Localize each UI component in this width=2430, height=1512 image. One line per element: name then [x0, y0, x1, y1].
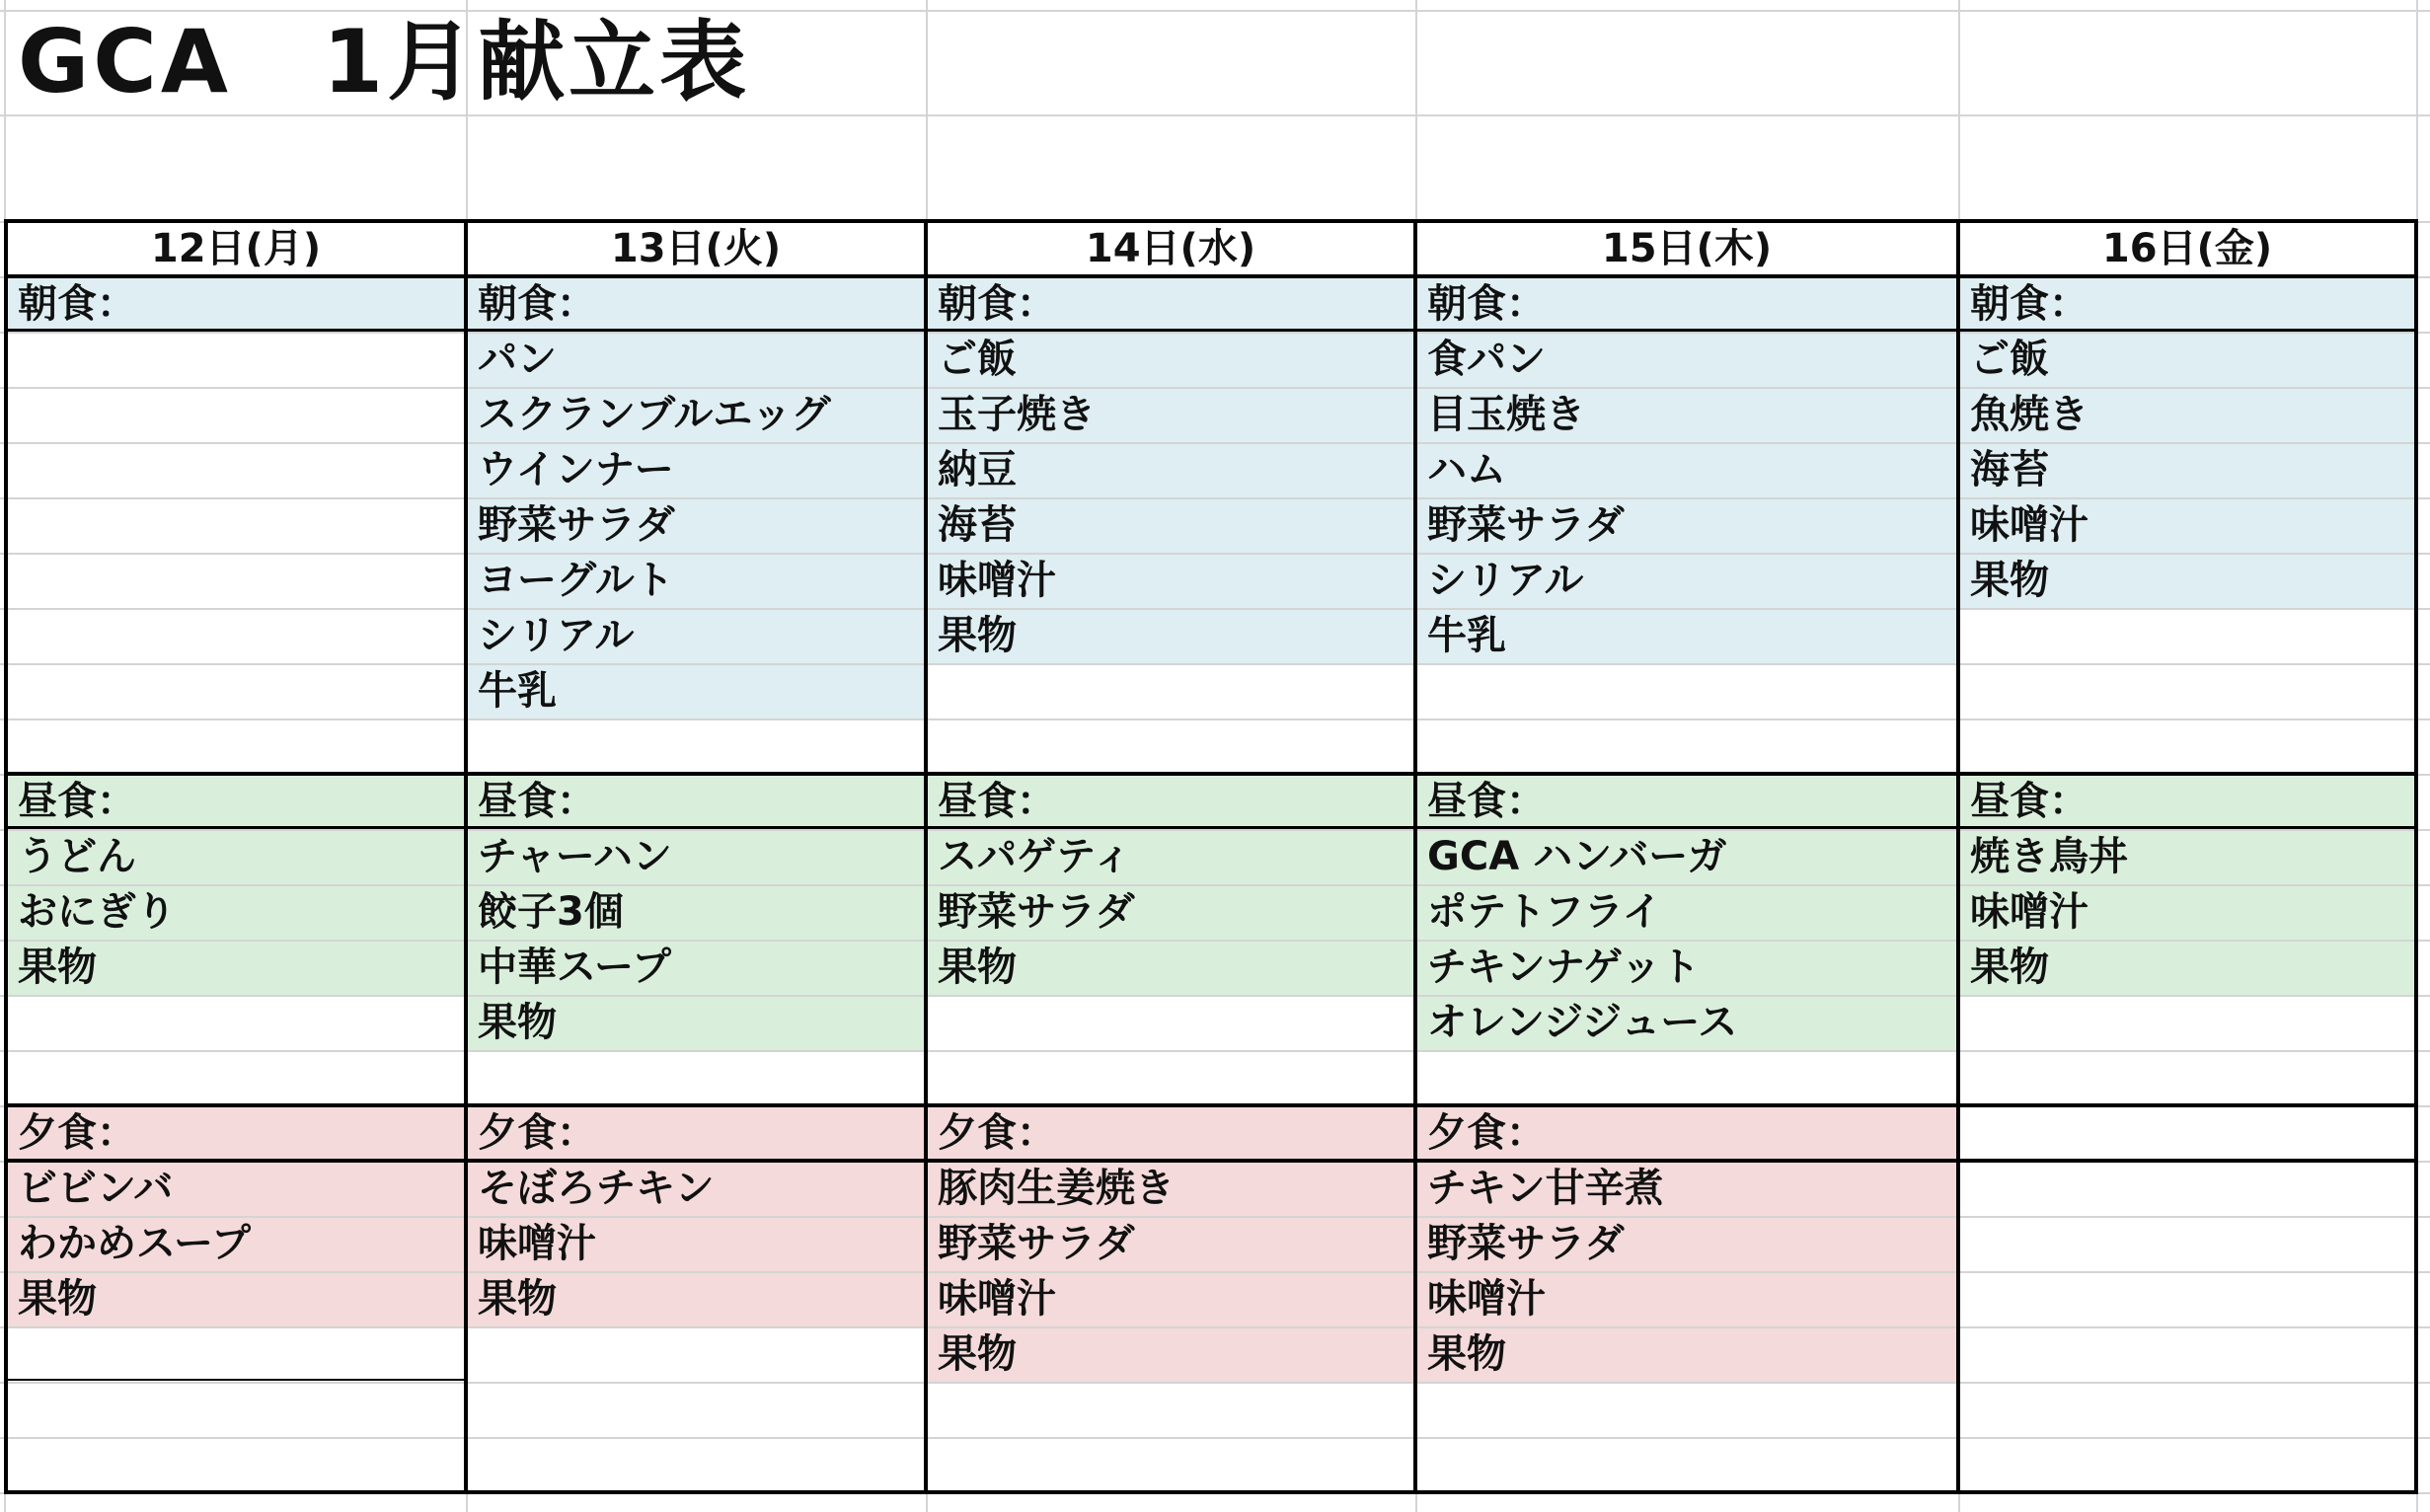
menu-item[interactable]: 餃子3個 — [478, 889, 624, 935]
menu-item[interactable]: スパゲティ — [938, 834, 1132, 879]
menu-item[interactable]: パン — [478, 337, 557, 382]
lunch-label[interactable]: 昼食： — [1427, 779, 1546, 824]
menu-item[interactable]: ご飯 — [938, 337, 1017, 382]
table-border-horizontal — [4, 1159, 2418, 1163]
menu-item[interactable]: チャーハン — [478, 834, 672, 879]
menu-item[interactable]: ヨーグルト — [478, 558, 674, 603]
menu-item[interactable]: 魚焼き — [1970, 392, 2088, 437]
dinner-label[interactable]: 夕食： — [18, 1110, 136, 1156]
breakfast-label[interactable]: 朝食： — [478, 281, 596, 327]
menu-item[interactable]: 野菜サラダ — [1427, 1221, 1625, 1266]
menu-item[interactable]: 味噌汁 — [1427, 1276, 1546, 1322]
lunch-label[interactable]: 昼食： — [1970, 779, 2088, 824]
menu-item[interactable]: ハム — [1427, 447, 1506, 492]
table-border-vertical — [1956, 221, 1960, 1492]
menu-item[interactable]: 野菜サラダ — [938, 889, 1135, 935]
menu-item[interactable]: 果物 — [18, 945, 97, 990]
table-border-vertical — [4, 221, 8, 1492]
menu-item[interactable]: 目玉焼き — [1427, 392, 1585, 437]
menu-item[interactable]: 焼き鳥丼 — [1970, 834, 2128, 879]
day-header[interactable]: 12日(月) — [150, 226, 322, 271]
menu-item[interactable]: 海苔 — [1970, 447, 2049, 492]
grid-row-line — [0, 1437, 2430, 1439]
table-border-vertical — [924, 221, 928, 1492]
dinner-label[interactable]: 夕食： — [478, 1110, 596, 1156]
table-border-vertical — [1413, 221, 1417, 1492]
menu-item[interactable]: GCA ハンバーガ — [1427, 834, 1727, 879]
grid-row-line — [0, 1382, 2430, 1384]
menu-item[interactable]: 豚肉生姜焼き — [938, 1166, 1175, 1211]
menu-item[interactable]: チキンナゲット — [1427, 945, 1701, 990]
dinner-label[interactable]: 夕食： — [938, 1110, 1056, 1156]
lunch-label[interactable]: 昼食： — [18, 779, 136, 824]
menu-item[interactable]: 牛乳 — [478, 668, 557, 714]
menu-item[interactable]: 果物 — [1970, 558, 2049, 603]
table-border-horizontal — [4, 1379, 466, 1381]
menu-item[interactable]: ウインナー — [478, 447, 674, 492]
table-border-horizontal — [4, 826, 2418, 829]
breakfast-label[interactable]: 朝食： — [938, 281, 1056, 327]
menu-item[interactable]: 納豆 — [938, 447, 1017, 492]
menu-item[interactable]: 牛乳 — [1427, 613, 1506, 658]
grid-row-line — [0, 1050, 2430, 1052]
menu-item[interactable]: 果物 — [938, 945, 1017, 990]
menu-item[interactable]: 味噌汁 — [938, 1276, 1056, 1322]
table-border-horizontal — [4, 1490, 2418, 1494]
breakfast-label[interactable]: 朝食： — [1970, 281, 2088, 327]
menu-item[interactable]: 果物 — [478, 1000, 557, 1045]
grid-row-line — [0, 718, 2430, 720]
table-border-horizontal — [4, 772, 2418, 776]
menu-item[interactable]: 中華スープ — [478, 945, 671, 990]
menu-item[interactable]: シリアル — [478, 613, 635, 658]
menu-item[interactable]: ビビンバ — [18, 1166, 174, 1211]
menu-item[interactable]: うどん — [18, 834, 136, 879]
menu-item[interactable]: 食パン — [1427, 337, 1546, 382]
table-border-horizontal — [4, 219, 2418, 223]
lunch-label[interactable]: 昼食： — [938, 779, 1056, 824]
table-border-vertical — [464, 221, 468, 1492]
menu-item[interactable]: 果物 — [478, 1276, 557, 1322]
menu-item[interactable]: 野菜サラダ — [478, 502, 675, 548]
table-border-horizontal — [4, 329, 2418, 332]
menu-item[interactable]: 味噌汁 — [1970, 502, 2088, 548]
lunch-label[interactable]: 昼食： — [478, 779, 596, 824]
day-header[interactable]: 16日(金) — [2101, 226, 2273, 271]
menu-item[interactable]: わかめスープ — [18, 1221, 251, 1266]
menu-item[interactable]: 玉子焼き — [938, 392, 1096, 437]
menu-item[interactable]: 果物 — [1970, 945, 2049, 990]
menu-item[interactable]: 果物 — [1427, 1331, 1506, 1377]
menu-item[interactable]: チキン甘辛煮 — [1427, 1166, 1664, 1211]
table-border-horizontal — [4, 1103, 2418, 1107]
menu-item[interactable]: オレンジジュース — [1427, 1000, 1738, 1045]
menu-item[interactable]: 味噌汁 — [478, 1221, 596, 1266]
menu-item[interactable]: ご飯 — [1970, 337, 2049, 382]
menu-item[interactable]: スクランブルエッグ — [478, 392, 831, 437]
day-header[interactable]: 13日(火) — [610, 226, 782, 271]
day-header[interactable]: 14日(水) — [1085, 226, 1256, 271]
day-header[interactable]: 15日(木) — [1601, 226, 1773, 271]
table-border-vertical — [2414, 221, 2418, 1492]
menu-item[interactable]: 味噌汁 — [1970, 889, 2088, 935]
grid-row-line — [0, 995, 2430, 997]
dinner-label[interactable] — [1970, 1105, 2404, 1161]
menu-item[interactable]: 果物 — [938, 613, 1017, 658]
menu-item[interactable]: シリアル — [1427, 558, 1584, 603]
menu-item[interactable]: おにぎり — [18, 889, 176, 935]
table-border-horizontal — [4, 274, 2418, 278]
menu-item[interactable]: ポテトフライ — [1427, 889, 1662, 935]
menu-item[interactable]: 野菜サラダ — [938, 1221, 1135, 1266]
menu-item[interactable]: 果物 — [18, 1276, 97, 1322]
menu-item[interactable]: 果物 — [938, 1331, 1017, 1377]
dinner-label[interactable]: 夕食： — [1427, 1110, 1546, 1156]
menu-item[interactable]: 味噌汁 — [938, 558, 1056, 603]
menu-item[interactable]: そぼろチキン — [478, 1166, 715, 1211]
breakfast-label[interactable]: 朝食： — [18, 281, 136, 327]
menu-item[interactable]: 野菜サラダ — [1427, 502, 1625, 548]
grid-row-line — [0, 663, 2430, 665]
page-title[interactable]: GCA 1月献立表 — [18, 11, 751, 113]
breakfast-label[interactable]: 朝食： — [1427, 281, 1546, 327]
menu-item[interactable]: 海苔 — [938, 502, 1017, 548]
